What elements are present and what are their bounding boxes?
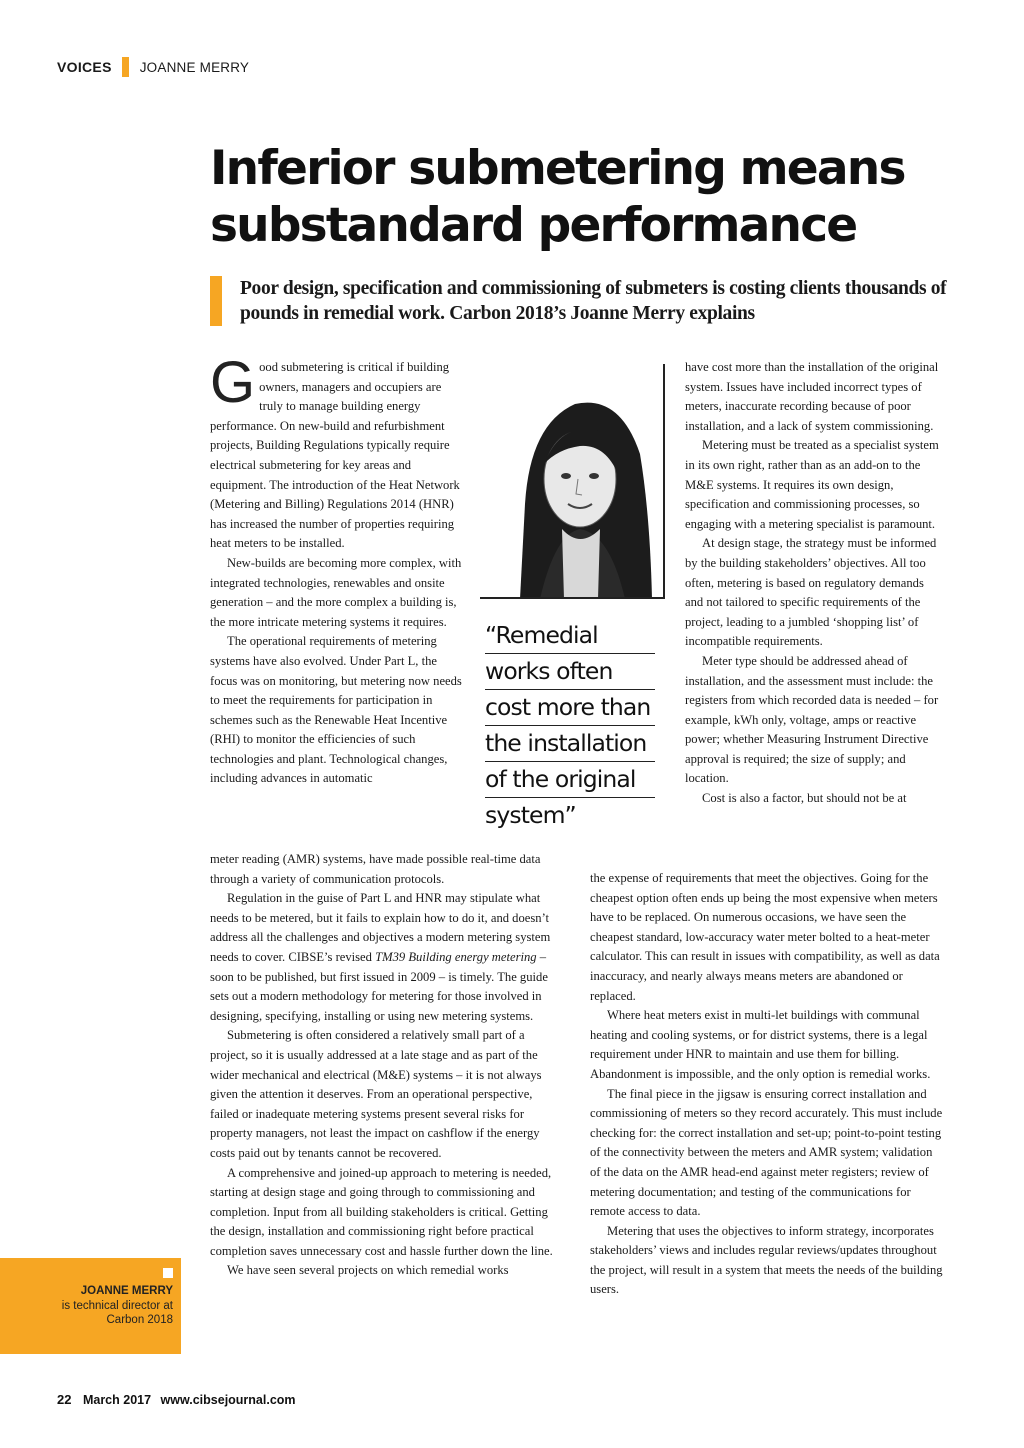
- header-author: JOANNE MERRY: [139, 59, 250, 75]
- standfirst: [240, 276, 960, 326]
- page-header: [57, 56, 249, 78]
- body-paragraph-1: [210, 350, 465, 554]
- pull-quote-line: works often: [485, 656, 655, 690]
- author-bio-box: [0, 1258, 181, 1354]
- body-paragraph-12: Where heat meters exist in multi-let buildings with communal heating and cooling systems, or for district systems, there is a legal requirement under HNR to maintain and use them for billing. Abandonment is impossible, and the only option is remedial works.: [590, 1008, 931, 1081]
- body-paragraph-11-continued: the expense of requirements that meet the objectives. Going for the cheapest option often ends up being the most expensive when meters have to be replaced. On numerous occasions, we have seen the cheapest standard, low-accuracy water meter bolted to a heat-meter calculator. This can result in issues with compatibility, as well as data inaccuracy, and nearly always means meters are abandoned or replaced.: [590, 871, 940, 1003]
- pull-quote-line: of the original: [485, 764, 655, 798]
- body-paragraph-9: At design stage, the strategy must be informed by the building stakeholders’ objectives. All too often, metering is based on regulatory demands and not tailored to specific requirements of the project, leading to a jumbled ‘shopping list’ of incompatible requirements.: [685, 536, 937, 649]
- issue-date: March 2017: [82, 1393, 152, 1407]
- author-portrait-image: [480, 364, 665, 599]
- body-paragraph-6: A comprehensive and joined-up approach to metering is needed, starting at design stage and going through to commissioning and completion. Input from all building stakeholders is critical. Getting the design, installation and commissioning right before practical completion saves unnecessary cost and hassle further down the line.: [210, 1165, 553, 1258]
- section-label: VOICES: [57, 59, 112, 75]
- body-paragraph-11: Cost is also a factor, but should not be at: [702, 791, 907, 806]
- pull-quote-line: the installation: [485, 728, 655, 762]
- body-paragraph-4: [210, 889, 560, 1026]
- website-link[interactable]: www.cibsejournal.com: [160, 1393, 296, 1407]
- body-column-left-top: [210, 350, 465, 789]
- body-paragraph-5: Submetering is often considered a relatively small part of a project, so it is usually addressed at a late stage and as part of the wider mechanical and electrical (M&E) systems – it is not always given the attention it deserves. From an operational perspective, failed or inadequate metering systems present several risks for property managers, not least the impact on cashflow if the energy costs paid out by tenants cannot be recovered.: [210, 1028, 542, 1160]
- section-divider-bar: [122, 57, 129, 77]
- author-photo: [480, 364, 665, 599]
- body-paragraph-14: Metering that uses the objectives to inform strategy, incorporates stakeholders’ views and includes regular reviews/updates throughout the project, will result in a system that meets the needs of the building users.: [590, 1223, 943, 1297]
- bio-square-icon: [163, 1268, 173, 1278]
- body-paragraph-8: Metering must be treated as a specialist system in its own right, rather than as an add-on to the M&E systems. It requires its own design, specification and commissioning processes, so engaging with a metering specialist is paramount.: [685, 438, 939, 531]
- pull-quote-line: system”: [485, 801, 576, 829]
- headline-line-1: Inferior submetering means: [210, 141, 905, 196]
- bio-role-line-2: Carbon 2018: [106, 1314, 173, 1326]
- body-column-right-bottom: [590, 869, 945, 1300]
- standfirst-text: Poor design, specification and commissioning of submeters is costing clients thousands of pounds in remedial work. Carbon 2018’s: [240, 278, 947, 324]
- pull-quote: [485, 620, 655, 835]
- pull-quote-line: “Remedial: [485, 620, 655, 654]
- body-paragraph-10: Meter type should be addressed ahead of installation, and the assessment must include: the registers from which recorded data is needed – for example, kWh only, voltage, amps or reactive power; whether Measuring Instrument Directive approval is required; the size of supply; and location.: [685, 653, 939, 786]
- body-column-right-top: [685, 358, 945, 809]
- pull-quote-line: cost more than: [485, 692, 655, 726]
- body-paragraph-3-continued: meter reading (AMR) systems, have made possible real-time data through a variety of communication protocols.: [210, 852, 541, 886]
- bio-role-line-1: is technical director at: [61, 1300, 173, 1312]
- body-paragraph-7: We have seen several projects on which remedial works: [227, 1263, 509, 1278]
- standfirst-author: Joanne Merry: [570, 303, 685, 324]
- standfirst-accent-bar: [210, 276, 222, 326]
- publication-title: TM39 Building energy metering: [375, 949, 537, 964]
- drop-cap: G: [210, 350, 256, 415]
- article-headline: [210, 140, 970, 254]
- body-paragraph-4-a: Regulation in the guise of Part L and HNR may stipulate what needs to be metered, but it fails to explain how to do it, and doesn’t address all the challenges and objectives a modern metering system needs to cover. CIBSE’s revised: [210, 891, 551, 964]
- page-footer: [57, 1392, 296, 1407]
- headline-line-2: substandard performance: [210, 198, 857, 253]
- body-column-left-bottom: [210, 850, 560, 1281]
- bio-name: JOANNE MERRY: [80, 1285, 173, 1297]
- body-paragraph-4-b: – soon to be published, but first issued in 2009 – is timely. The guide sets out a modern methodology for metering for those involved in designing, specifying, installing or using new metering systems.: [210, 949, 548, 1023]
- standfirst-end: explains: [684, 303, 755, 324]
- body-paragraph-13: The final piece in the jigsaw is ensuring correct installation and commissioning of meters so they record accurately. This must include checking for: the correct installation and set-up; point-to-point testing of the connectivity between the meters and AMR system; validation of the data on the AMR head-end against meter registers; review of metering documentation; and testing of the communications for remote access to data.: [590, 1086, 943, 1219]
- page-number: 22: [57, 1392, 72, 1407]
- body-paragraph-3: The operational requirements of metering systems have also evolved. Under Part L, the focus was on monitoring, but metering now needs to meet the requirements for participation in schemes such as the Renewable Heat Incentive (RHI) to monitor the efficiencies of such technologies and plant. Technological changes, including advances in automatic: [210, 634, 462, 786]
- body-paragraph-1-text: ood submetering is critical if building owners, managers and occupiers are truly to manage building energy performance. On new-build and refurbishment projects, Building Regulations typically require electrical submetering for key areas and equipment. The introduction of the Heat Network (Metering and Billing) Regulations 2014 (HNR) has increased the number of properties requiring heat meters to be installed.: [210, 360, 460, 551]
- body-paragraph-7-continued: have cost more than the installation of the original system. Issues have included incorrect types of meters, inaccurate recording because of poor installation, and a lack of system commissioning.: [685, 360, 939, 433]
- body-paragraph-2: New-builds are becoming more complex, with integrated technologies, renewables and onsite generation – and the more complex a building is, the more intricate metering systems it requires.: [210, 555, 462, 629]
